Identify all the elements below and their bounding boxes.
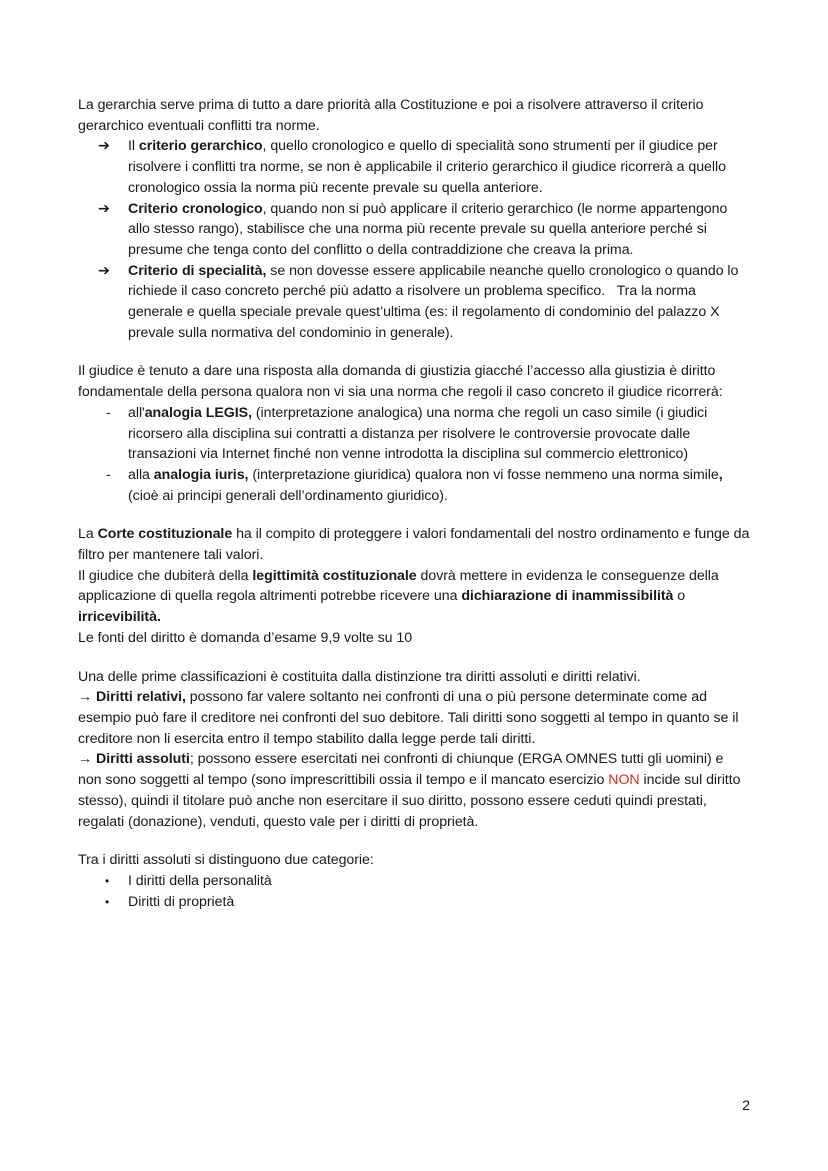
text-run: , quando non si può applicare il criterio gerarchico (le norme appartengono allo stesso rango), stabilisce che una norma più recente prevale su quella anteriore perché si presume che tenga conto del conflitto o della contraddizione che creava la prima. bbox=[128, 200, 728, 258]
bold-text-run: Diritti assoluti bbox=[96, 751, 190, 768]
dash-list-item bbox=[78, 465, 750, 506]
paragraph bbox=[78, 628, 750, 649]
text-run: (interpretazione giuridica) qualora non vi fosse nemmeno una norma simile bbox=[248, 466, 719, 483]
text-run: Tra i diritti assoluti si distinguono due categorie: bbox=[78, 852, 374, 869]
paragraph bbox=[78, 749, 750, 832]
paragraph bbox=[78, 95, 750, 136]
text-run: Le fonti del diritto è domanda d’esame 9,9 volte su 10 bbox=[78, 629, 413, 646]
text-run: ; possono essere esercitati nei confronti di chiunque (ERGA OMNES tutti gli uomini) e non sono soggetti al tempo (sono imprescrittibili ossia il tempo e il mancato esercizio bbox=[78, 751, 724, 789]
bold-text-run: Criterio cronologico bbox=[128, 200, 263, 217]
bullet-bullet-icon: • bbox=[105, 894, 110, 909]
text-run: Una delle prime classificazioni è costituita dalla distinzione tra diritti assoluti e diritti relativi. bbox=[78, 668, 641, 685]
text-run: ha il compito di proteggere i valori fondamentali del nostro ordinamento e funge da filtro per mantenere tali valori. bbox=[78, 526, 750, 564]
paragraph-spacer bbox=[78, 649, 750, 667]
text-run: La gerarchia serve prima di tutto a dare priorità alla Costituzione e poi a risolvere attraverso il criterio gerarchico eventuali conflitti tra norme. bbox=[78, 97, 704, 134]
bold-text-run: Corte costituzionale bbox=[97, 526, 233, 543]
paragraph bbox=[78, 850, 750, 871]
arrow-list-item bbox=[78, 136, 750, 198]
text-run: all' bbox=[128, 404, 145, 421]
bold-text-run: analogia iuris, bbox=[153, 466, 249, 483]
text-run: I diritti della personalità bbox=[128, 872, 272, 889]
arrow-list-item bbox=[78, 199, 750, 261]
text-run: → bbox=[78, 689, 97, 706]
bold-text-run: legittimità costituzionale bbox=[252, 567, 417, 584]
text-run: (interpretazione analogica) una norma che regoli un caso simile (i giudici ricorsero alla disciplina sui contratti a distanza per risolvere le controversie provocate dalle transazioni via Internet finché non venne introdotta la disciplina sul commercio elettronico) bbox=[128, 404, 708, 463]
bullet-bullet-icon: • bbox=[105, 873, 110, 888]
paragraph-spacer bbox=[78, 832, 750, 850]
bullet-list-item bbox=[78, 892, 750, 913]
text-run: La bbox=[78, 526, 98, 543]
text-run: Il bbox=[128, 138, 139, 155]
bold-text-run: dichiarazione di inammissibilità bbox=[461, 588, 674, 605]
paragraph-spacer bbox=[78, 506, 750, 524]
bullet-list-item bbox=[78, 871, 750, 892]
dash-bullet-icon: - bbox=[106, 404, 111, 421]
arrow-bullet-icon: ➔ bbox=[98, 138, 110, 155]
text-run: incide sul diritto stesso), quindi il titolare può anche non esercitare il suo diritto, possono essere ceduti quindi prestati, regalati (donazione), venduti, questo vale per i diritti di proprietà. bbox=[78, 772, 741, 830]
document-body bbox=[78, 95, 750, 912]
bold-text-run: analogia LEGIS, bbox=[144, 404, 252, 421]
text-run: dovrà mettere in evidenza le conseguenze della applicazione di quella regola altrimenti potrebbe ricevere una bbox=[78, 567, 719, 605]
text-run: → bbox=[78, 751, 97, 768]
arrow-bullet-icon: ➔ bbox=[98, 200, 110, 217]
bold-text-run: irricevibilità. bbox=[78, 609, 161, 626]
paragraph bbox=[78, 667, 750, 688]
bold-text-run: criterio gerarchico bbox=[138, 138, 263, 155]
arrow-list-item bbox=[78, 261, 750, 344]
dash-list-item bbox=[78, 403, 750, 465]
bold-text-run: , bbox=[718, 466, 723, 483]
emphasized-text-run: NON bbox=[608, 772, 640, 789]
dash-bullet-icon: - bbox=[106, 466, 111, 483]
paragraph-spacer bbox=[78, 343, 750, 361]
bold-text-run: Diritti relativi, bbox=[96, 689, 186, 706]
text-run: Il giudice che dubiterà della bbox=[78, 567, 253, 584]
text-run: alla bbox=[128, 466, 154, 483]
paragraph bbox=[78, 687, 750, 749]
text-run: possono far valere soltanto nei confronti di una o più persone determinate come ad esempio può fare il creditore nei confronti del suo debitore. Tali diritti sono soggetti al tempo in quanto se il creditore non li esercita entro il tempo stabilito dalla legge perde tali diritti. bbox=[78, 689, 739, 747]
text-run: (cioè ai principi generali dell’ordinamento giuridico). bbox=[128, 487, 448, 504]
text-run: o bbox=[673, 588, 686, 605]
page-number: 2 bbox=[742, 1098, 750, 1114]
text-run: , quello cronologico e quello di specialità sono strumenti per il giudice per risolvere i conflitti tra norme, se non è applicabile il criterio gerarchico il giudice ricorrerà a quello cronologico ossia la norma più recente prevale su quella anteriore. bbox=[128, 138, 726, 196]
text-run: Diritti di proprietà bbox=[128, 893, 235, 910]
bold-text-run: Criterio di specialità, bbox=[128, 262, 267, 279]
paragraph bbox=[78, 524, 750, 565]
text-run: se non dovesse essere applicabile neanche quello cronologico o quando lo richiede il caso concreto perché più adatto a risolvere un problema specifico. Tra la norma generale e quella speciale prevale quest’ultima (es: il regolamento di condominio del palazzo X prevale sulla normativa del condominio in generale). bbox=[128, 262, 739, 341]
text-run: Il giudice è tenuto a dare una risposta alla domanda di giustizia giacché l’accesso alla giustizia è diritto fondamentale della persona qualora non vi sia una norma che regoli il caso concreto il giudice ricorrerà: bbox=[78, 363, 723, 401]
arrow-bullet-icon: ➔ bbox=[98, 262, 110, 279]
paragraph bbox=[78, 566, 750, 628]
paragraph bbox=[78, 361, 750, 402]
